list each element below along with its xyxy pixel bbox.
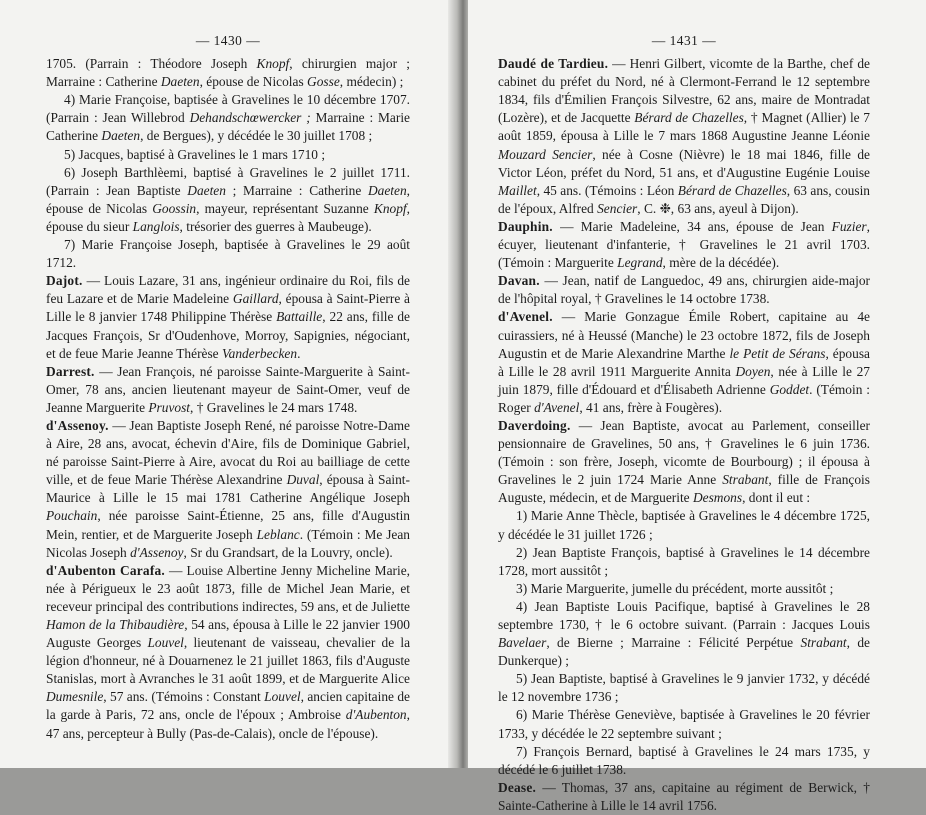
entry-avenel: d'Avenel. — Marie Gonzague Émile Robert, capitaine au 4e cuirassiers, né à Heussé (Manche) le 23 octobre 1872, fils de Joseph Augustin et de Marie Alexandrine Marthe le Petit de Sérans, épousa à Lille le 28 avril 1911 Marguerite Annita Doyen, née à Lille le 27 juin 1879, fille d'Édouard et d'Élisabeth Adrienne Goddet. (Témoin : Roger d'Avenel, 41 ans, frère à Fougères). <box>498 309 870 415</box>
entry-davan: Davan. — Jean, natif de Languedoc, 49 ans, chirurgien aide-major de l'hôpital royal, † Gravelines le 14 octobre 1738. <box>498 273 870 307</box>
entry-darrest: Darrest. — Jean François, né paroisse Sainte-Marguerite à Saint-Omer, 78 ans, ancien lieutenant mayeur de Saint-Omer, veuf de Jeanne Marguerite Pruvost, † Gravelines le 24 mars 1748. <box>46 363 410 415</box>
child-entry: 2) Jean Baptiste François, baptisé à Gravelines le 14 décembre 1728, mort aussitôt ; <box>498 544 870 578</box>
child-entry: 4) Jean Baptiste Louis Pacifique, baptisé à Gravelines le 28 septembre 1730, † le 6 octobre suivant. (Parrain : Jacques Louis Bavelaer, de Bierne ; Marraine : Félicité Perpétue Strabant, de Dunkerque) ; <box>498 598 870 669</box>
entry-dajot: Dajot. — Louis Lazare, 31 ans, ingénieur ordinaire du Roi, fils de feu Lazare et de Marie Madeleine Gaillard, épousa à Saint-Pierre à Lille le 8 janvier 1748 Philippine Thérèse Battaille, 22 ans, fille de Jacques François, Sr d'Oudenhove, Morroy, Sapignies, négociant, et de feue Marie Jeanne Thérèse Vanderbecken. <box>46 273 411 361</box>
entry-dauphin: Dauphin. — Marie Madeleine, 34 ans, épouse de Jean Fuzier, écuyer, lieutenant d'infanterie, † Gravelines le 21 avril 1703. (Témoin : Marguerite Legrand, mère de la décédée). <box>498 218 870 271</box>
page-number: — 1430 — <box>195 33 261 48</box>
page-number: — 1431 — <box>651 33 717 48</box>
right-page <box>468 0 926 813</box>
entry-aubenton: d'Aubenton Carafa. — Louise Albertine Jenny Micheline Marie, née à Périgueux le 23 août 1873, fille de Michel Jean Marie, et receveur principal des contributions indirectes, 59 ans, et de Juliette Hamon de la Thibaudière, 54 ans, épousa à Lille le 22 janvier 1900 Auguste Georges Louvel, lieutenant de vaisseau, chevalier de la légion d'honneur, né à Douarnenez le 21 juillet 1863, fils d'Auguste Stanislas, mort à Avranches le 31 août 1899, et de Marguerite Alice Dumesnile, 57 ans. (Témoins : Constant Louvel, ancien capitaine de la garde à Paris, 72 ans, oncle de l'époux ; Ambroise d'Aubenton, 47 ans, percepteur à Bully (Pas-de-Calais), oncle de l'épouse). <box>46 562 411 741</box>
child-entry: 5) Jacques, baptisé à Gravelines le 1 mars 1710 ; <box>64 146 326 162</box>
child-entry: 7) Marie Françoise Joseph, baptisée à Gravelines le 29 août 1712. <box>46 237 410 271</box>
child-entry: 3) Marie Marguerite, jumelle du précédent, morte aussitôt ; <box>516 580 834 596</box>
entry-dease: Dease. — Thomas, 37 ans, capitaine au régiment de Berwick, † Sainte-Catherine à Lille le 14 avril 1756. <box>498 779 870 813</box>
left-page-text <box>46 32 410 743</box>
child-entry: 1) Marie Anne Thècle, baptisée à Gravelines le 4 décembre 1725, y décédée le 31 juillet 1726 ; <box>498 508 870 542</box>
entry-daude: Daudé de Tardieu. — Henri Gilbert, vicomte de la Barthe, chef de cabinet du préfet du Nord, né à Clermont-Ferrand le 12 septembre 1834, fils d'Émilien François Silvestre, 62 ans, maire de Montradat (Lozère), et de Jacquette Bérard de Chazelles, † Magnet (Allier) le 7 août 1859, épousa à Lille le 7 mars 1868 Augustine Jeanne Léonie Mouzard Sencier, née à Cosne (Nièvre) le 18 mai 1846, fille de Victor Léon, préfet du Nord, 51 ans, et d'Augustine Eugénie Louise Maillet, 45 ans. (Témoins : Léon Bérard de Chazelles, 63 ans, cousin de l'époux, Alfred Sencier, C. ❉, 63 ans, ayeul à Dijon). <box>498 56 870 216</box>
child-entry: 5) Jean Baptiste, baptisé à Gravelines le 9 janvier 1732, y décédé le 12 novembre 1736 ; <box>498 671 870 705</box>
child-entry: 7) François Bernard, baptisé à Gravelines le 24 mars 1735, y décédé le 6 juillet 1738. <box>498 743 870 777</box>
child-entry: 4) Marie Françoise, baptisée à Gravelines le 10 décembre 1707. (Parrain : Jean Willebrod Dehandschœwercker ; Marraine : Marie Catherine Daeten, de Bergues), y décédée le 30 juillet 1708 ; <box>46 92 411 144</box>
left-page <box>0 0 458 768</box>
entry-assenoy: d'Assenoy. — Jean Baptiste Joseph René, né paroisse Notre-Dame à Aire, 28 ans, avocat, échevin d'Aire, fils de Dominique Gabriel, né paroisse Saint-Pierre à Aire, avocat du Roi au bailliage de cette ville, et de feue Marie Thérèse Alexandrine Duval, épousa à Saint-Maurice à Lille le 15 mai 1781 Catherine Angélique Joseph Pouchain, née paroisse Saint-Étienne, 25 ans, fille d'Augustin Mein, rentier, et de Marguerite Joseph Leblanc. (Témoin : Me Jean Nicolas Joseph d'Assenoy, Sr du Grandsart, de la Louvry, oncle). <box>46 417 410 560</box>
child-entry: 6) Marie Thérèse Geneviève, baptisée à Gravelines le 20 février 1733, y décédée le 22 septembre suivant ; <box>498 707 870 741</box>
entry-daverdoing: Daverdoing. — Jean Baptiste, avocat au Parlement, conseiller pensionnaire de Gravelines, 50 ans, † Gravelines le 6 juin 1736. (Témoin : son frère, Joseph, vicomte de Bourbourg) ; il épousa à Gravelines le 2 juin 1724 Marie Anne Strabant, fille de François Auguste, médecin, et de Marguerite Desmons, dont il eut : <box>498 417 870 506</box>
right-page-text <box>498 32 870 815</box>
paragraph: 1705. (Parrain : Théodore Joseph Knopf, chirurgien major ; Marraine : Catherine Daeten, épouse de Nicolas Gosse, médecin) ; <box>46 56 410 90</box>
child-entry: 6) Joseph Barthlèemi, baptisé à Gravelines le 2 juillet 1711. (Parrain : Jean Baptiste Daeten ; Marraine : Catherine Daeten, épouse de Nicolas Goossin, mayeur, représentant Suzanne Knopf, épouse du sieur Langlois, trésorier des guerres à Maubeuge). <box>46 164 410 234</box>
